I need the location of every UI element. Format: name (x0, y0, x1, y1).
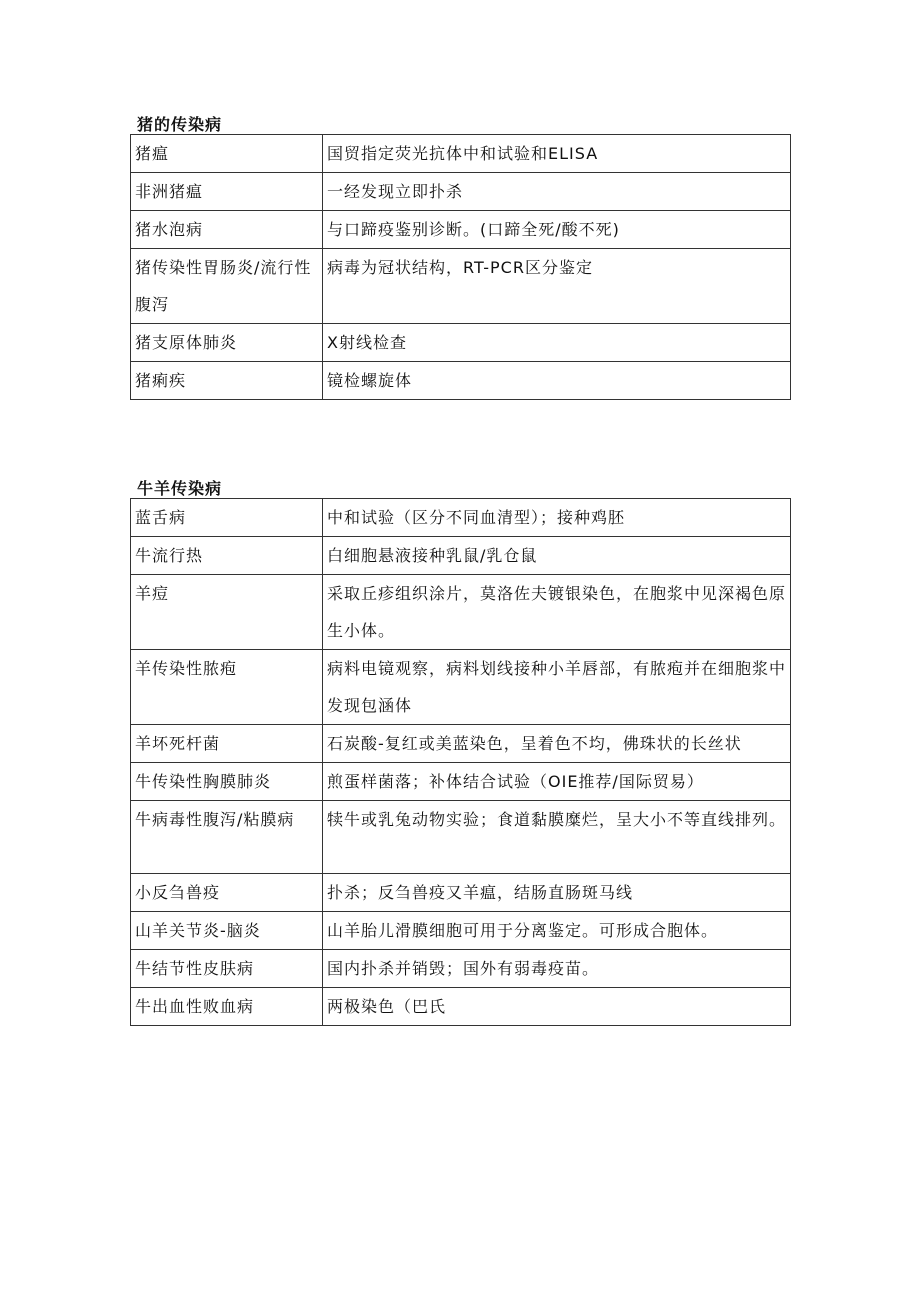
disease-description: 一经发现立即扑杀 (323, 173, 791, 211)
table-row (131, 211, 791, 249)
disease-name: 猪水泡病 (131, 211, 323, 249)
table-row (131, 499, 791, 537)
table-row (131, 575, 791, 650)
table-row (131, 950, 791, 988)
ruminant-section-title: 牛羊传染病 (137, 479, 223, 498)
table-row (131, 362, 791, 400)
disease-description: 白细胞悬液接种乳鼠/乳仓鼠 (323, 537, 791, 575)
disease-description: X射线检查 (323, 324, 791, 362)
table-row (131, 988, 791, 1026)
disease-description: 国贸指定荧光抗体中和试验和ELISA (323, 135, 791, 173)
disease-description: 两极染色（巴氏 (323, 988, 791, 1026)
table-row (131, 324, 791, 362)
table-row (131, 173, 791, 211)
table-row (131, 135, 791, 173)
disease-description: 与口蹄疫鉴别诊断。(口蹄全死/酸不死) (323, 211, 791, 249)
disease-name: 猪传染性胃肠炎/流行性腹泻 (131, 249, 323, 324)
disease-name: 小反刍兽疫 (131, 874, 323, 912)
disease-name: 牛流行热 (131, 537, 323, 575)
disease-name: 猪痢疾 (131, 362, 323, 400)
disease-description: 国内扑杀并销毁；国外有弱毒疫苗。 (323, 950, 791, 988)
disease-name: 羊坏死杆菌 (131, 725, 323, 763)
disease-description: 山羊胎儿滑膜细胞可用于分离鉴定。可形成合胞体。 (323, 912, 791, 950)
table-row (131, 537, 791, 575)
disease-description: 采取丘疹组织涂片，莫洛佐夫镀银染色，在胞浆中见深褐色原生小体。 (323, 575, 791, 650)
disease-name: 蓝舌病 (131, 499, 323, 537)
disease-name: 羊痘 (131, 575, 323, 650)
ruminant-disease-table (130, 498, 791, 1026)
table-row (131, 874, 791, 912)
disease-name: 牛出血性败血病 (131, 988, 323, 1026)
disease-name: 猪支原体肺炎 (131, 324, 323, 362)
disease-name: 非洲猪瘟 (131, 173, 323, 211)
disease-description: 中和试验（区分不同血清型）；接种鸡胚 (323, 499, 791, 537)
table-row (131, 912, 791, 950)
disease-name: 牛病毒性腹泻/粘膜病 (131, 801, 323, 874)
pig-disease-table (130, 134, 791, 400)
disease-name: 猪瘟 (131, 135, 323, 173)
disease-description: 病料电镜观察，病料划线接种小羊唇部，有脓疱并在细胞浆中发现包涵体 (323, 650, 791, 725)
pig-section-title: 猪的传染病 (137, 115, 223, 134)
table-row (131, 725, 791, 763)
disease-description: 石炭酸-复红或美蓝染色，呈着色不均，佛珠状的长丝状 (323, 725, 791, 763)
disease-description: 镜检螺旋体 (323, 362, 791, 400)
disease-name: 牛结节性皮肤病 (131, 950, 323, 988)
disease-name: 羊传染性脓疱 (131, 650, 323, 725)
disease-name: 山羊关节炎-脑炎 (131, 912, 323, 950)
disease-description: 扑杀；反刍兽疫又羊瘟，结肠直肠斑马线 (323, 874, 791, 912)
table-row (131, 249, 791, 324)
table-row (131, 801, 791, 874)
table-row (131, 763, 791, 801)
disease-description: 犊牛或乳兔动物实验；食道黏膜糜烂，呈大小不等直线排列。 (323, 801, 791, 874)
disease-description: 煎蛋样菌落；补体结合试验（OIE推荐/国际贸易） (323, 763, 791, 801)
disease-description: 病毒为冠状结构，RT-PCR区分鉴定 (323, 249, 791, 324)
disease-name: 牛传染性胸膜肺炎 (131, 763, 323, 801)
table-row (131, 650, 791, 725)
